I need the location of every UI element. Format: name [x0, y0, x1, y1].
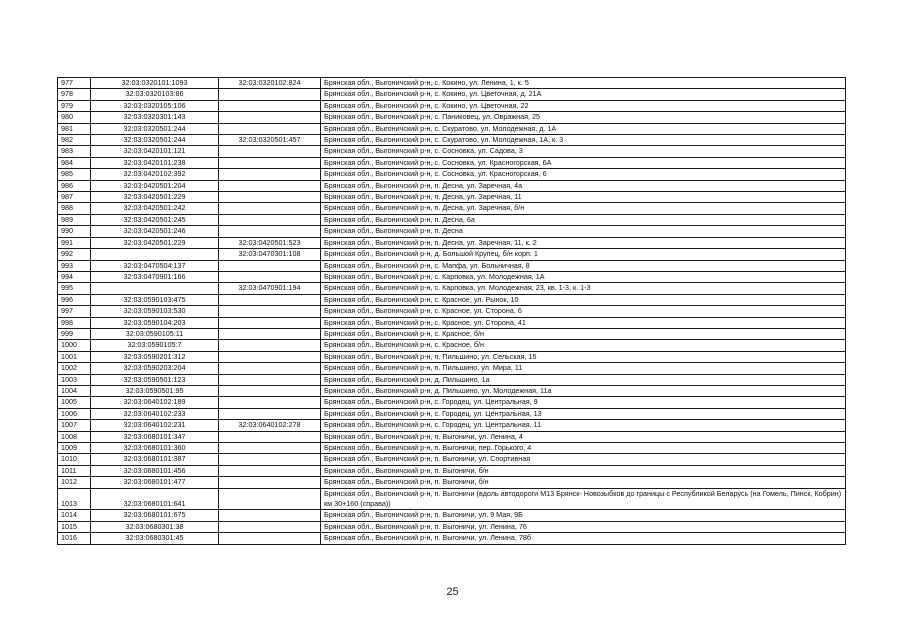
- related-cadastral-number-cell: [219, 317, 321, 328]
- table-row: [58, 397, 846, 408]
- table-row: [58, 385, 846, 396]
- table-row: [58, 169, 846, 180]
- related-cadastral-number-cell: [219, 157, 321, 168]
- address-cell: Брянская обл., Выгоничский р-н, с. Красное, б/н: [321, 328, 846, 339]
- table-body: [58, 78, 846, 545]
- related-cadastral-number-cell: 32:03:0470301:108: [219, 249, 321, 260]
- address-cell: Брянская обл., Выгоничский р-н, п. Пильшино, ул. Сельская, 15: [321, 351, 846, 362]
- cadastral-number-cell: 32:03:0470504:137: [91, 260, 219, 271]
- row-number-cell: 981: [58, 123, 91, 134]
- related-cadastral-number-cell: [219, 374, 321, 385]
- row-number-cell: 1015: [58, 521, 91, 532]
- row-number-cell: 984: [58, 157, 91, 168]
- cadastral-number-cell: 32:03:0640102:233: [91, 408, 219, 419]
- row-number-cell: 986: [58, 180, 91, 191]
- related-cadastral-number-cell: [219, 226, 321, 237]
- table-row: [58, 112, 846, 123]
- row-number-cell: 1002: [58, 363, 91, 374]
- row-number-cell: 997: [58, 306, 91, 317]
- related-cadastral-number-cell: [219, 100, 321, 111]
- cadastral-number-cell: 32:03:0680101:347: [91, 431, 219, 442]
- address-cell: Брянская обл., Выгоничский р-н, с. Кокино, ул. Цветочная, д. 21А: [321, 89, 846, 100]
- row-number-cell: 988: [58, 203, 91, 214]
- address-cell: Брянская обл., Выгоничский р-н, п. Десна, ул. Заречная, 11: [321, 192, 846, 203]
- address-cell: Брянская обл., Выгоничский р-н, п. Десна, ул. Заречная, б/н: [321, 203, 846, 214]
- address-cell: Брянская обл., Выгоничский р-н, с. Красное, ул. Сторона, 41: [321, 317, 846, 328]
- cadastral-number-cell: 32:03:0320103:86: [91, 89, 219, 100]
- address-cell: Брянская обл., Выгоничский р-н, п. Выгоничи, ул. Спортивная: [321, 454, 846, 465]
- row-number-cell: 1011: [58, 465, 91, 476]
- table-row: [58, 420, 846, 431]
- address-cell: Брянская обл., Выгоничский р-н, с. Красное, б/н: [321, 340, 846, 351]
- address-cell: Брянская обл., Выгоничский р-н, п. Выгоничи, ул. Ленина, 78б: [321, 533, 846, 544]
- cadastral-number-cell: 32:03:0590203:204: [91, 363, 219, 374]
- cadastral-number-cell: 32:03:0420101:121: [91, 146, 219, 157]
- row-number-cell: 983: [58, 146, 91, 157]
- cadastral-number-cell: 32:03:0320105:106: [91, 100, 219, 111]
- table-row: [58, 157, 846, 168]
- related-cadastral-number-cell: [219, 521, 321, 532]
- related-cadastral-number-cell: [219, 271, 321, 282]
- address-cell: Брянская обл., Выгоничский р-н, п. Выгоничи, ул. Ленина, 76: [321, 521, 846, 532]
- cadastral-number-cell: 32:03:0590501:95: [91, 385, 219, 396]
- cadastral-number-cell: 32:03:0470901:166: [91, 271, 219, 282]
- related-cadastral-number-cell: [219, 477, 321, 488]
- address-cell: Брянская обл., Выгоничский р-н, п. Десна: [321, 226, 846, 237]
- row-number-cell: 982: [58, 135, 91, 146]
- address-cell: Брянская обл., Выгоничский р-н, с. Сосновка, ул. Садова, 3: [321, 146, 846, 157]
- related-cadastral-number-cell: [219, 363, 321, 374]
- address-cell: Брянская обл., Выгоничский р-н, с. Карповка, ул. Молодежная, 23, кв. 1-3, к. 1-3: [321, 283, 846, 294]
- related-cadastral-number-cell: [219, 89, 321, 100]
- table-row: [58, 180, 846, 191]
- table-row: [58, 533, 846, 544]
- address-cell: Брянская обл., Выгоничский р-н, д. Большой Крупец, б/н корп. 1: [321, 249, 846, 260]
- table-row: [58, 351, 846, 362]
- row-number-cell: 1012: [58, 477, 91, 488]
- cadastral-number-cell: [91, 283, 219, 294]
- row-number-cell: 996: [58, 294, 91, 305]
- related-cadastral-number-cell: [219, 294, 321, 305]
- cadastral-number-cell: 32:03:0640102:231: [91, 420, 219, 431]
- table-row: [58, 328, 846, 339]
- table-row: [58, 340, 846, 351]
- table-row: [58, 477, 846, 488]
- row-number-cell: 1008: [58, 431, 91, 442]
- address-cell: Брянская обл., Выгоничский р-н, п. Выгоничи, пер. Горького, 4: [321, 443, 846, 454]
- cadastral-number-cell: 32:03:0680101:456: [91, 465, 219, 476]
- table-row: [58, 488, 846, 510]
- cadastral-number-cell: 32:03:0680101:387: [91, 454, 219, 465]
- table-row: [58, 146, 846, 157]
- table-row: [58, 249, 846, 260]
- table-row: [58, 226, 846, 237]
- row-number-cell: 977: [58, 78, 91, 89]
- cadastral-number-cell: 32:03:0420501:229: [91, 192, 219, 203]
- table-row: [58, 454, 846, 465]
- related-cadastral-number-cell: [219, 454, 321, 465]
- related-cadastral-number-cell: [219, 203, 321, 214]
- cadastral-number-cell: 32:03:0590103:475: [91, 294, 219, 305]
- address-cell: Брянская обл., Выгоничский р-н, д. Пильшино, ул. Молодежная, 11а: [321, 385, 846, 396]
- related-cadastral-number-cell: [219, 180, 321, 191]
- table-row: [58, 123, 846, 134]
- cadastral-number-cell: 32:03:0680101:641: [91, 488, 219, 510]
- cadastral-number-cell: 32:03:0420501:245: [91, 214, 219, 225]
- address-cell: Брянская обл., Выгоничский р-н, с. Городец, ул. Центральная, 13: [321, 408, 846, 419]
- table-row: [58, 89, 846, 100]
- address-cell: Брянская обл., Выгоничский р-н, п. Десна, 6а: [321, 214, 846, 225]
- related-cadastral-number-cell: [219, 328, 321, 339]
- table-row: [58, 317, 846, 328]
- related-cadastral-number-cell: [219, 306, 321, 317]
- cadastral-number-cell: 32:03:0640102:189: [91, 397, 219, 408]
- address-cell: Брянская обл., Выгоничский р-н, с. Кокино, ул. Ленина, 1, к. 5: [321, 78, 846, 89]
- table-row: [58, 363, 846, 374]
- table-row: [58, 237, 846, 248]
- cadastral-number-cell: 32:03:0420501:229: [91, 237, 219, 248]
- row-number-cell: 987: [58, 192, 91, 203]
- cadastral-number-cell: 32:03:0320501:244: [91, 123, 219, 134]
- related-cadastral-number-cell: [219, 465, 321, 476]
- address-cell: Брянская обл., Выгоничский р-н, с. Красное, ул. Рынок, 10: [321, 294, 846, 305]
- related-cadastral-number-cell: [219, 510, 321, 521]
- cadastral-number-cell: 32:03:0590105:11: [91, 328, 219, 339]
- row-number-cell: 1007: [58, 420, 91, 431]
- row-number-cell: 1001: [58, 351, 91, 362]
- table-row: [58, 443, 846, 454]
- address-cell: Брянская обл., Выгоничский р-н, с. Сосновка, ул. Красногорская, 6: [321, 169, 846, 180]
- address-cell: Брянская обл., Выгоничский р-н, п. Выгоничи (вдоль автодороги М13 Брянск- Новозыбков до границы с Республикой Беларусь (на Гомель, Пинск, Кобрин) км 30+160 (справа)): [321, 488, 846, 510]
- related-cadastral-number-cell: [219, 533, 321, 544]
- row-number-cell: 980: [58, 112, 91, 123]
- related-cadastral-number-cell: [219, 112, 321, 123]
- address-cell: Брянская обл., Выгоничский р-н, п. Пильшино, ул. Мира, 11: [321, 363, 846, 374]
- row-number-cell: 994: [58, 271, 91, 282]
- row-number-cell: 1016: [58, 533, 91, 544]
- row-number-cell: 978: [58, 89, 91, 100]
- address-cell: Брянская обл., Выгоничский р-н, п. Десна, ул. Заречная, 4а: [321, 180, 846, 191]
- related-cadastral-number-cell: [219, 169, 321, 180]
- cadastral-number-cell: 32:03:0590201:312: [91, 351, 219, 362]
- table-row: [58, 271, 846, 282]
- related-cadastral-number-cell: [219, 123, 321, 134]
- row-number-cell: 999: [58, 328, 91, 339]
- related-cadastral-number-cell: 32:03:0320501:457: [219, 135, 321, 146]
- row-number-cell: 992: [58, 249, 91, 260]
- cadastral-number-cell: 32:03:0320101:1093: [91, 78, 219, 89]
- table-row: [58, 214, 846, 225]
- cadastral-number-cell: 32:03:0590105:7: [91, 340, 219, 351]
- table-row: [58, 306, 846, 317]
- row-number-cell: 979: [58, 100, 91, 111]
- table-row: [58, 408, 846, 419]
- table-row: [58, 135, 846, 146]
- cadastral-number-cell: 32:03:0590103:530: [91, 306, 219, 317]
- related-cadastral-number-cell: 32:03:0470901:194: [219, 283, 321, 294]
- row-number-cell: 1010: [58, 454, 91, 465]
- table-row: [58, 521, 846, 532]
- table-row: [58, 203, 846, 214]
- row-number-cell: 990: [58, 226, 91, 237]
- cadastral-number-cell: 32:03:0420501:204: [91, 180, 219, 191]
- address-cell: Брянская обл., Выгоничский р-н, с. Мапфа, ул. Больничная, 8: [321, 260, 846, 271]
- row-number-cell: 1000: [58, 340, 91, 351]
- row-number-cell: 989: [58, 214, 91, 225]
- related-cadastral-number-cell: [219, 351, 321, 362]
- row-number-cell: 985: [58, 169, 91, 180]
- property-table: [57, 77, 846, 545]
- row-number-cell: 1006: [58, 408, 91, 419]
- address-cell: Брянская обл., Выгоничский р-н, п. Выгоничи, ул. 9 Мая, 9Б: [321, 510, 846, 521]
- address-cell: Брянская обл., Выгоничский р-н, с. Скуратово, ул. Молодежная, 1А, к. 3: [321, 135, 846, 146]
- address-cell: Брянская обл., Выгоничский р-н, с. Паниковец, ул. Овражная, 25: [321, 112, 846, 123]
- cadastral-number-cell: 32:03:0420102:392: [91, 169, 219, 180]
- address-cell: Брянская обл., Выгоничский р-н, с. Городец, ул. Центральная, 11: [321, 420, 846, 431]
- row-number-cell: 991: [58, 237, 91, 248]
- related-cadastral-number-cell: [219, 340, 321, 351]
- address-cell: Брянская обл., Выгоничский р-н, п. Выгоничи, б/н: [321, 465, 846, 476]
- row-number-cell: 1005: [58, 397, 91, 408]
- cadastral-number-cell: 32:03:0420501:242: [91, 203, 219, 214]
- table-row: [58, 283, 846, 294]
- address-cell: Брянская обл., Выгоничский р-н, с. Сосновка, ул. Красногорская, 6А: [321, 157, 846, 168]
- cadastral-number-cell: 32:03:0680301:38: [91, 521, 219, 532]
- row-number-cell: 1009: [58, 443, 91, 454]
- cadastral-number-cell: 32:03:0320501:244: [91, 135, 219, 146]
- cadastral-number-cell: 32:03:0680101:675: [91, 510, 219, 521]
- related-cadastral-number-cell: [219, 443, 321, 454]
- related-cadastral-number-cell: [219, 431, 321, 442]
- related-cadastral-number-cell: 32:03:0320102:824: [219, 78, 321, 89]
- cadastral-number-cell: 32:03:0680101:477: [91, 477, 219, 488]
- row-number-cell: 1003: [58, 374, 91, 385]
- address-cell: Брянская обл., Выгоничский р-н, с. Городец, ул. Центральная, 9: [321, 397, 846, 408]
- row-number-cell: 1004: [58, 385, 91, 396]
- address-cell: Брянская обл., Выгоничский р-н, п. Десна, ул. Заречная, 11, к. 2: [321, 237, 846, 248]
- related-cadastral-number-cell: 32:03:0640102:278: [219, 420, 321, 431]
- table-row: [58, 260, 846, 271]
- cadastral-number-cell: 32:03:0590501:123: [91, 374, 219, 385]
- related-cadastral-number-cell: [219, 397, 321, 408]
- row-number-cell: 995: [58, 283, 91, 294]
- row-number-cell: 1013: [58, 488, 91, 510]
- cadastral-number-cell: 32:03:0420501:246: [91, 226, 219, 237]
- cadastral-number-cell: 32:03:0420101:238: [91, 157, 219, 168]
- row-number-cell: 1014: [58, 510, 91, 521]
- table-row: [58, 294, 846, 305]
- cadastral-number-cell: 32:03:0680101:360: [91, 443, 219, 454]
- row-number-cell: 998: [58, 317, 91, 328]
- address-cell: Брянская обл., Выгоничский р-н, п. Выгоничи, ул. Ленина, 4: [321, 431, 846, 442]
- cadastral-number-cell: 32:03:0320301:143: [91, 112, 219, 123]
- related-cadastral-number-cell: [219, 146, 321, 157]
- table-row: [58, 78, 846, 89]
- cadastral-number-cell: [91, 249, 219, 260]
- related-cadastral-number-cell: [219, 408, 321, 419]
- table-row: [58, 465, 846, 476]
- related-cadastral-number-cell: [219, 385, 321, 396]
- row-number-cell: 993: [58, 260, 91, 271]
- address-cell: Брянская обл., Выгоничский р-н, п. Выгоничи, б/н: [321, 477, 846, 488]
- cadastral-number-cell: 32:03:0590104:203: [91, 317, 219, 328]
- related-cadastral-number-cell: [219, 192, 321, 203]
- table-row: [58, 192, 846, 203]
- page-number: 25: [446, 586, 459, 598]
- table-row: [58, 431, 846, 442]
- related-cadastral-number-cell: 32:03:0420501:523: [219, 237, 321, 248]
- table-row: [58, 374, 846, 385]
- address-cell: Брянская обл., Выгоничский р-н, с. Скуратово, ул. Молодежная, д. 1А: [321, 123, 846, 134]
- related-cadastral-number-cell: [219, 214, 321, 225]
- address-cell: Брянская обл., Выгоничский р-н, с. Карповка, ул. Молодежная, 1А: [321, 271, 846, 282]
- related-cadastral-number-cell: [219, 260, 321, 271]
- table-row: [58, 100, 846, 111]
- address-cell: Брянская обл., Выгоничский р-н, с. Красное, ул. Сторона, 6: [321, 306, 846, 317]
- address-cell: Брянская обл., Выгоничский р-н, с. Кокино, ул. Цветочная, 22: [321, 100, 846, 111]
- table-row: [58, 510, 846, 521]
- related-cadastral-number-cell: [219, 488, 321, 510]
- address-cell: Брянская обл., Выгоничский р-н, д. Пильшино, 1а: [321, 374, 846, 385]
- cadastral-number-cell: 32:03:0680301:45: [91, 533, 219, 544]
